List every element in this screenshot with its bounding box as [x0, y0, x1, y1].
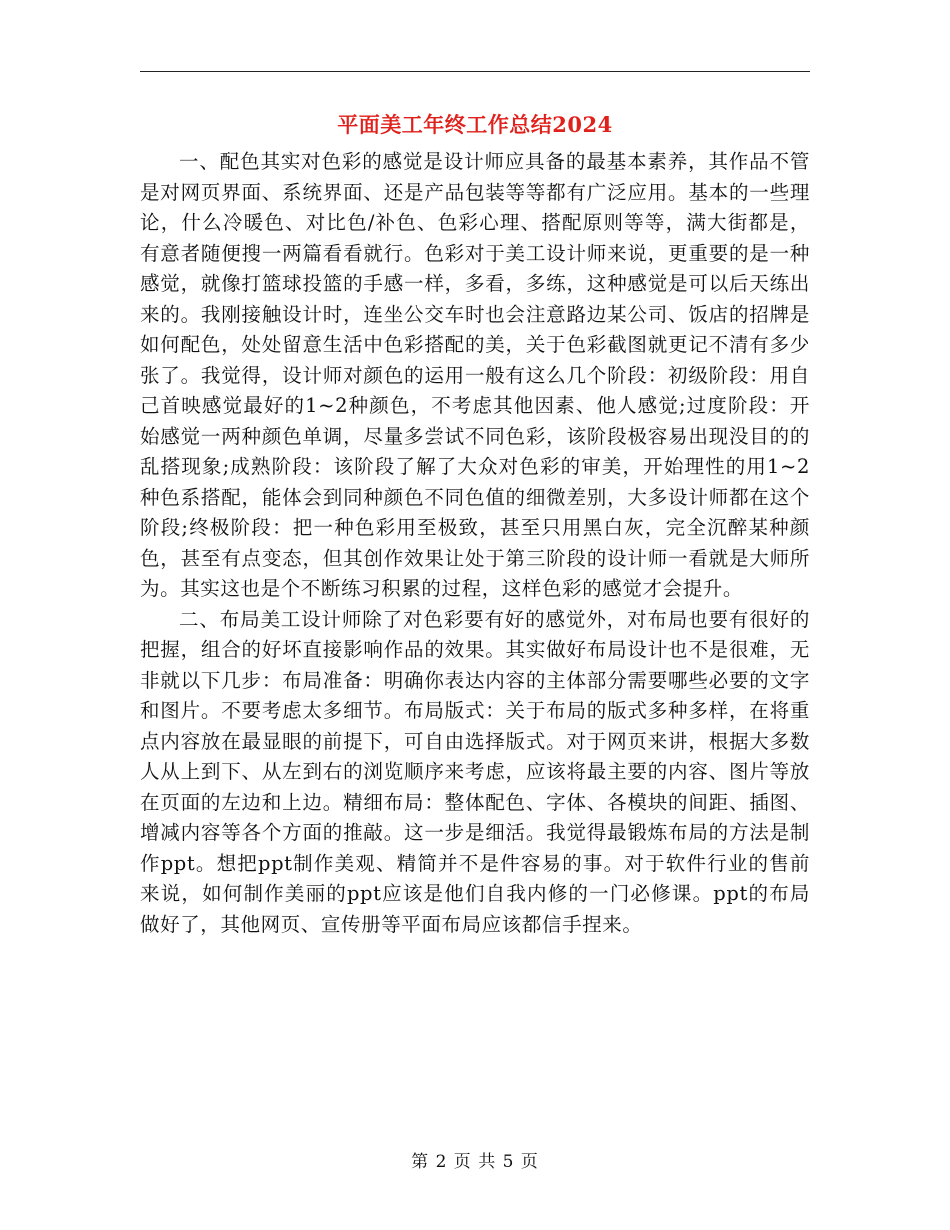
page-number: 第 2 页 共 5 页 [411, 1152, 539, 1172]
document-body [140, 147, 810, 940]
header-rule [140, 71, 810, 72]
document-title: 平面美工年终工作总结2024 [337, 112, 613, 137]
paragraph-color: 一、配色其实对色彩的感觉是设计师应具备的最基本素养，其作品不管是对网页界面、系统界面、还是产品包装等等都有广泛应用。基本的一些理论，什么冷暖色、对比色/补色、色彩心理、搭配原则等等，满大街都是，有意者随便搜一两篇看看就行。色彩对于美工设计师来说，更重要的是一种感觉，就像打篮球投篮的手感一样，多看，多练，这种感觉是可以后天练出来的。我刚接触设计时，连坐公交车时也会注意路边某公司、饭店的招牌是如何配色，处处留意生活中色彩搭配的美，关于色彩截图就更记不清有多少张了。我觉得，设计师对颜色的运用一般有这么几个阶段：初级阶段：用自己首映感觉最好的1~2种颜色，不考虑其他因素、他人感觉;过度阶段：开始感觉一两种颜色单调，尽量多尝试不同色彩，该阶段极容易出现没目的的乱搭现象;成熟阶段：该阶段了解了大众对色彩的审美，开始理性的用1~2种色系搭配，能体会到同种颜色不同色值的细微差别，大多设计师都在这个阶段;终极阶段：把一种色彩用至极致，甚至只用黑白灰，完全沉醉某种颜色，甚至有点变态，但其创作效果让处于第三阶段的设计师一看就是大师所为。其实这也是个不断练习积累的过程，这样色彩的感觉才会提升。 [140, 150, 810, 600]
paragraph-layout: 二、布局美工设计师除了对色彩要有好的感觉外，对布局也要有很好的把握，组合的好坏直接影响作品的效果。其实做好布局设计也不是很难，无非就以下几步：布局准备：明确你表达内容的主体部分需要哪些必要的文字和图片。不要考虑太多细节。布局版式：关于布局的版式多种多样，在将重点内容放在最显眼的前提下，可自由选择版式。对于网页来讲，根据大多数人从上到下、从左到右的浏览顺序来考虑，应该将最主要的内容、图片等放在页面的左边和上边。精细布局：整体配色、字体、各模块的间距、插图、增减内容等各个方面的推敲。这一步是细活。我觉得最锻炼布局的方法是制作ppt。想把ppt制作美观、精简并不是件容易的事。对于软件行业的售前来说，如何制作美丽的ppt应该是他们自我内修的一门必修课。ppt的布局做好了，其他网页、宣传册等平面布局应该都信手捏来。 [140, 607, 810, 936]
